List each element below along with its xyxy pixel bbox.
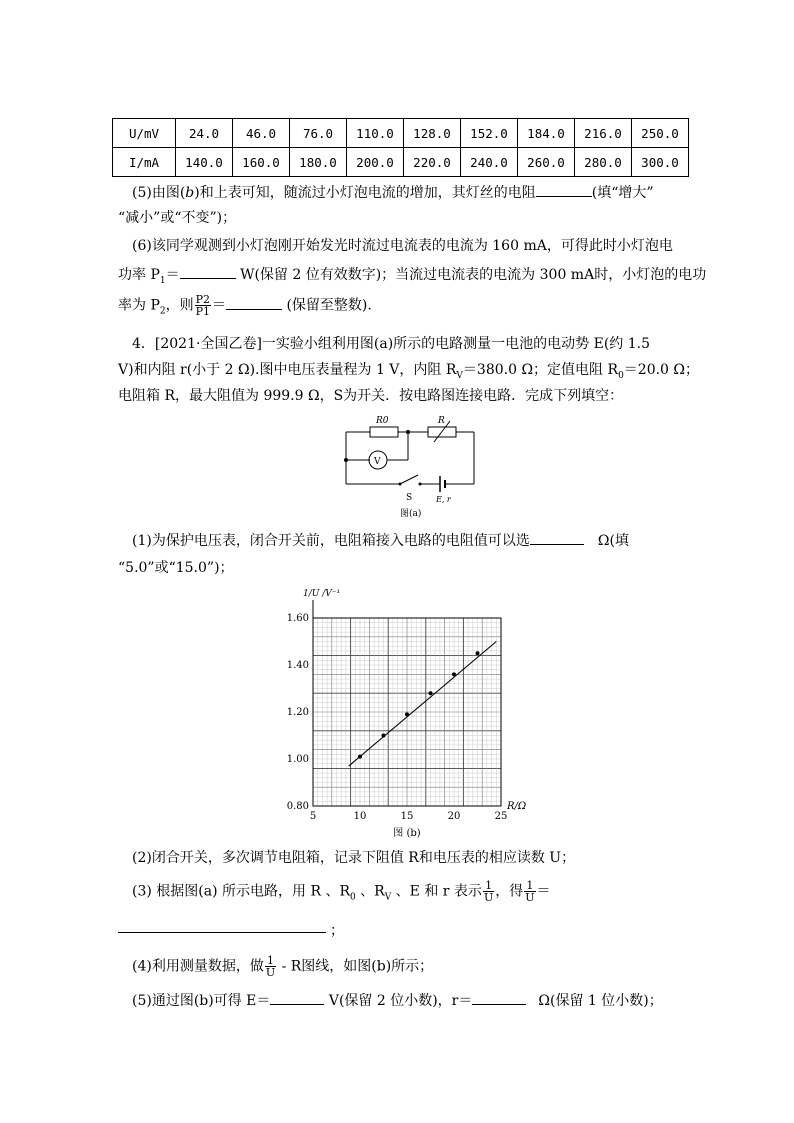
data-point: [452, 672, 456, 676]
x-tick-label: 15: [400, 811, 414, 822]
semicolon: ；: [330, 923, 344, 939]
label-v: V: [374, 457, 381, 467]
x-tick-label: 5: [309, 811, 317, 822]
y-tick-label: 1.00: [286, 754, 309, 765]
table-cell: 110.0: [347, 119, 404, 148]
resistor-r0: [370, 427, 398, 437]
question-3-line1: (3) 根据图(a) 所示电路，用 R 、$R_0$ 、$R_V$ 、E 和 r 表示 $\frac{1}{U}$ ，得 $\frac{1}{U}$ ＝: [132, 879, 551, 904]
answer-blank[interactable]: [180, 264, 236, 279]
table-row: [113, 148, 689, 177]
figure-a-caption: 图(a): [400, 509, 422, 519]
table-cell: 216.0: [575, 119, 632, 148]
graph-b: [270, 580, 540, 840]
answer-blank[interactable]: [270, 990, 324, 1005]
data-point: [429, 691, 433, 695]
fraction-1-u: $\frac{1}{U}$: [265, 954, 276, 979]
answer-blank[interactable]: [536, 182, 592, 197]
data-point: [382, 734, 386, 738]
data-point: [358, 755, 362, 759]
question-1-line1: (1)为保护电压表，闭合开关前，电阻箱接入电路的电阻值可以选 Ω(填: [132, 530, 629, 551]
fraction-1-u: $\frac{1}{U}$: [483, 879, 494, 904]
y-axis-label: 1/U /V⁻¹: [303, 589, 341, 599]
table-row-header: U/mV: [113, 119, 176, 148]
problem-4-line3: 电阻箱 R，最大阻值为 999.9 Ω，S为开关．按电路图连接电路．完成下列填空：: [118, 388, 624, 404]
data-point: [405, 712, 409, 716]
table-cell: 128.0: [404, 119, 461, 148]
table-cell: 200.0: [347, 148, 404, 177]
data-table: [112, 118, 689, 177]
problem-4-line2: V)和内阻 r(小于 2 Ω).图中电压表量程为 1 V，内阻 $R_V=380.0$ Ω；定值电阻 $R_0=20.0$ Ω；: [118, 362, 700, 381]
table-row: [113, 119, 689, 148]
problem-4-line1: 4．[2021·全国乙卷]一实验小组利用图(a)所示的电路测量一电池的电动势 E(约 1.5: [132, 336, 651, 352]
table-cell: 180.0: [290, 148, 347, 177]
y-tick-label: 1.20: [286, 707, 309, 718]
y-tick-label: 0.80: [286, 801, 309, 812]
question-6-line1: (6)该同学观测到小灯泡刚开始发光时流过电流表的电流为 160 mA，可得此时小灯泡电: [132, 238, 673, 254]
question-5-line1: (5)由图(b)和上表可知，随流过小灯泡电流的增加，其灯丝的电阻 (填“增大”: [132, 182, 654, 203]
label-s: S: [406, 493, 413, 503]
answer-blank[interactable]: [226, 295, 282, 310]
table-cell: 220.0: [404, 148, 461, 177]
answer-blank[interactable]: [118, 932, 326, 933]
table-cell: 280.0: [575, 148, 632, 177]
table-cell: 140.0: [176, 148, 233, 177]
table-cell: 76.0: [290, 119, 347, 148]
x-axis-label: R/Ω: [507, 801, 527, 812]
answer-blank[interactable]: [530, 530, 584, 545]
table-cell: 160.0: [233, 148, 290, 177]
question-2: (2)闭合开关，多次调节电阻箱，记录下阻值 R和电压表的相应读数 U；: [132, 850, 576, 866]
table-cell: 250.0: [632, 119, 689, 148]
table-cell: 240.0: [461, 148, 518, 177]
table-cell: 152.0: [461, 119, 518, 148]
question-6-line2: 功率 $P_1= W$(保留 2 位有效数字)；当流过电流表的电流为 300 mA时，小灯泡的电功: [118, 264, 706, 291]
table-cell: 24.0: [176, 119, 233, 148]
label-er: E, r: [436, 495, 451, 504]
question-1-line2: “5.0”或“15.0”)；: [118, 560, 234, 576]
question-5b: (5)通过图(b)可得 E＝ V(保留 2 位小数)，r＝ Ω(保留 1 位小数)；: [132, 990, 663, 1011]
table-cell: 184.0: [518, 119, 575, 148]
table-cell: 46.0: [233, 119, 290, 148]
circuit-diagram: [330, 412, 490, 520]
fraction-1-u: $\frac{1}{U}$: [525, 879, 535, 904]
x-tick-label: 25: [494, 811, 508, 822]
fraction-p2-p1: $\frac{P2}{P1}$: [195, 293, 211, 318]
answer-blank[interactable]: [472, 990, 526, 1005]
x-tick-label: 20: [447, 811, 461, 822]
question-5-line2: “减小”或“不变”)；: [118, 210, 237, 226]
figure-b-caption: 图 (b): [393, 828, 421, 839]
data-point: [476, 651, 480, 655]
table-cell: 260.0: [518, 148, 575, 177]
x-tick-label: 10: [353, 811, 367, 822]
label-r: R: [438, 416, 445, 426]
question-6-line3: 率为 $P_2$，则 $\frac{P2}{P1}$ ＝ (保留至整数).: [118, 293, 372, 318]
y-tick-label: 1.40: [286, 660, 309, 671]
table-cell: 300.0: [632, 148, 689, 177]
y-tick-label: 1.60: [286, 613, 309, 624]
label-r0: R0: [376, 416, 389, 426]
table-row-header: I/mA: [113, 148, 176, 177]
question-4: (4)利用测量数据，做 $\frac{1}{U}$ - R图线，如图(b)所示；: [132, 954, 434, 979]
